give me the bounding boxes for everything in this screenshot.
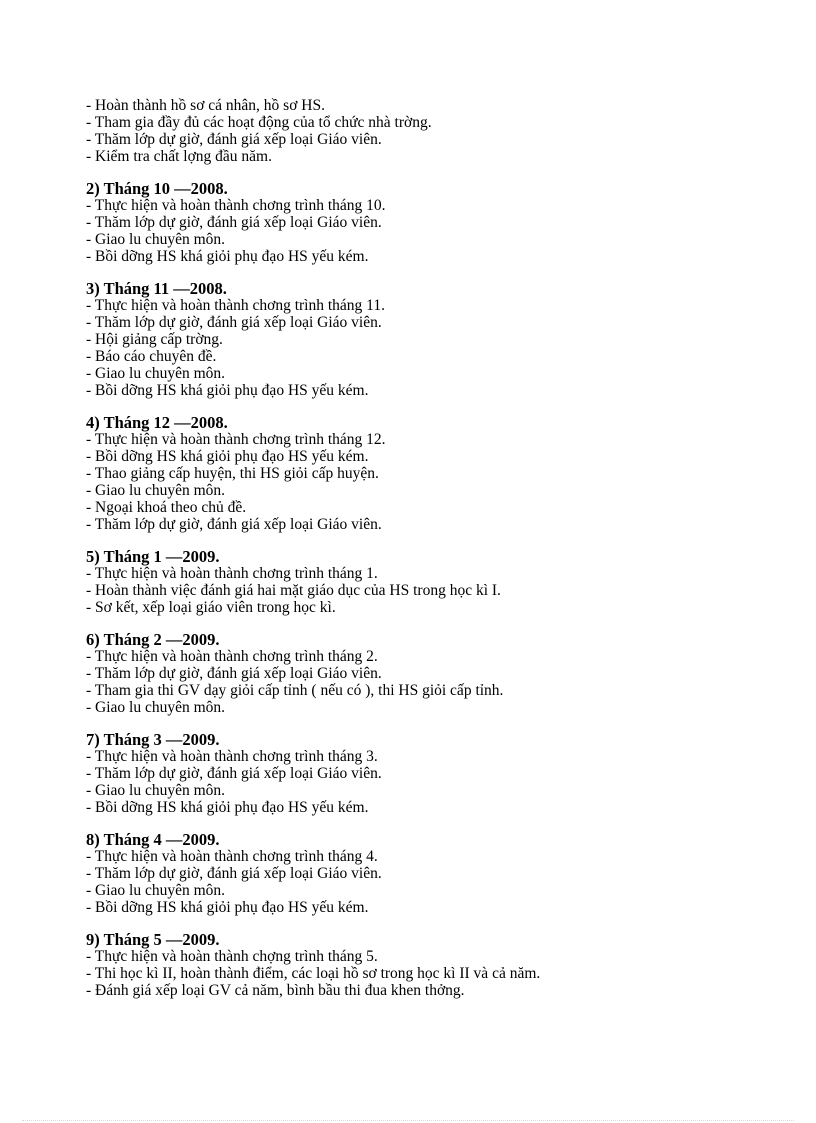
list-item: - Thăm lớp dự giờ, đánh giá xếp loại Giáo viên. (86, 765, 382, 782)
list-item: - Thi học kì II, hoàn thành điểm, các loại hồ sơ trong học kì II và cả năm. (86, 965, 541, 982)
section-heading: 6) Tháng 2 —2009. (86, 630, 220, 649)
list-item: - Giao lu chuyên môn. (86, 699, 226, 716)
list-item: - Bồi dỡng HS khá giỏi phụ đạo HS yếu kém. (86, 448, 369, 465)
section-month-4 (86, 831, 786, 916)
list-item: - Bồi dỡng HS khá giỏi phụ đạo HS yếu kém. (86, 799, 369, 816)
section-month-10 (86, 180, 786, 265)
list-item: - Thực hiện và hoàn thành chơng trình tháng 1. (86, 565, 378, 582)
list-item: - Sơ kết, xếp loại giáo viên trong học kì. (86, 599, 336, 616)
page-bottom-divider (22, 1120, 794, 1121)
section-month-5 (86, 931, 786, 999)
list-item: - Thăm lớp dự giờ, đánh giá xếp loại Giáo viên. (86, 314, 382, 331)
list-item: - Hoàn thành việc đánh giá hai mặt giáo dục của HS trong học kì I. (86, 582, 501, 599)
section-month-1 (86, 548, 786, 616)
section-heading: 2) Tháng 10 —2008. (86, 179, 228, 198)
section-month-2 (86, 631, 786, 716)
list-item: - Thực hiện và hoàn thành chơng trình tháng 4. (86, 848, 378, 865)
list-item: - Thăm lớp dự giờ, đánh giá xếp loại Giáo viên. (86, 214, 382, 231)
list-item: - Giao lu chuyên môn. (86, 882, 226, 899)
list-item: - Giao lu chuyên môn. (86, 231, 226, 248)
list-item: - Hội giảng cấp trờng. (86, 331, 223, 348)
list-item: - Thực hiện và hoàn thành chơng trình tháng 12. (86, 431, 386, 448)
section-heading: 3) Tháng 11 —2008. (86, 279, 227, 298)
section-heading: 9) Tháng 5 —2009. (86, 930, 220, 949)
section-month-11 (86, 280, 786, 399)
list-item: - Kiểm tra chất lợng đầu năm. (86, 148, 272, 165)
list-item: - Tham gia đầy đủ các hoạt động của tổ chức nhà trờng. (86, 114, 432, 131)
list-item: - Giao lu chuyên môn. (86, 482, 226, 499)
list-item: - Bồi dỡng HS khá giỏi phụ đạo HS yếu kém. (86, 248, 369, 265)
list-item: - Bồi dỡng HS khá giỏi phụ đạo HS yếu kém. (86, 899, 369, 916)
list-item: - Thao giảng cấp huyện, thi HS giỏi cấp huyện. (86, 465, 379, 482)
list-item: - Thăm lớp dự giờ, đánh giá xếp loại Giáo viên. (86, 131, 382, 148)
list-item: - Tham gia thi GV dạy giỏi cấp tỉnh ( nếu có ), thi HS giỏi cấp tỉnh. (86, 682, 504, 699)
list-item: - Ngoại khoá theo chủ đề. (86, 499, 247, 516)
list-item: - Thực hiện và hoàn thành chơng trình tháng 11. (86, 297, 385, 314)
intro-list (86, 97, 786, 165)
list-item: - Đánh giá xếp loại GV cả năm, bình bầu thi đua khen thởng. (86, 982, 465, 999)
section-heading: 7) Tháng 3 —2009. (86, 730, 220, 749)
list-item: - Bồi dỡng HS khá giỏi phụ đạo HS yếu kém. (86, 382, 369, 399)
list-item: - Giao lu chuyên môn. (86, 782, 226, 799)
list-item: - Thực hiện và hoàn thành chơng trình tháng 3. (86, 748, 378, 765)
list-item: - Thực hiện và hoàn thành chơng trình tháng 10. (86, 197, 386, 214)
section-heading: 5) Tháng 1 —2009. (86, 547, 220, 566)
section-month-3 (86, 731, 786, 816)
list-item: - Hoàn thành hồ sơ cá nhân, hồ sơ HS. (86, 97, 325, 114)
section-heading: 4) Tháng 12 —2008. (86, 413, 228, 432)
document-page (86, 97, 786, 999)
list-item: - Thăm lớp dự giờ, đánh giá xếp loại Giáo viên. (86, 665, 382, 682)
list-item: - Thực hiện và hoàn thành chợng trình tháng 5. (86, 948, 378, 965)
list-item: - Giao lu chuyên môn. (86, 365, 226, 382)
list-item: - Báo cáo chuyên đề. (86, 348, 217, 365)
list-item: - Thực hiện và hoàn thành chơng trình tháng 2. (86, 648, 378, 665)
section-month-12 (86, 414, 786, 533)
list-item: - Thăm lớp dự giờ, đánh giá xếp loại Giáo viên. (86, 516, 382, 533)
list-item: - Thăm lớp dự giờ, đánh giá xếp loại Giáo viên. (86, 865, 382, 882)
section-heading: 8) Tháng 4 —2009. (86, 830, 220, 849)
